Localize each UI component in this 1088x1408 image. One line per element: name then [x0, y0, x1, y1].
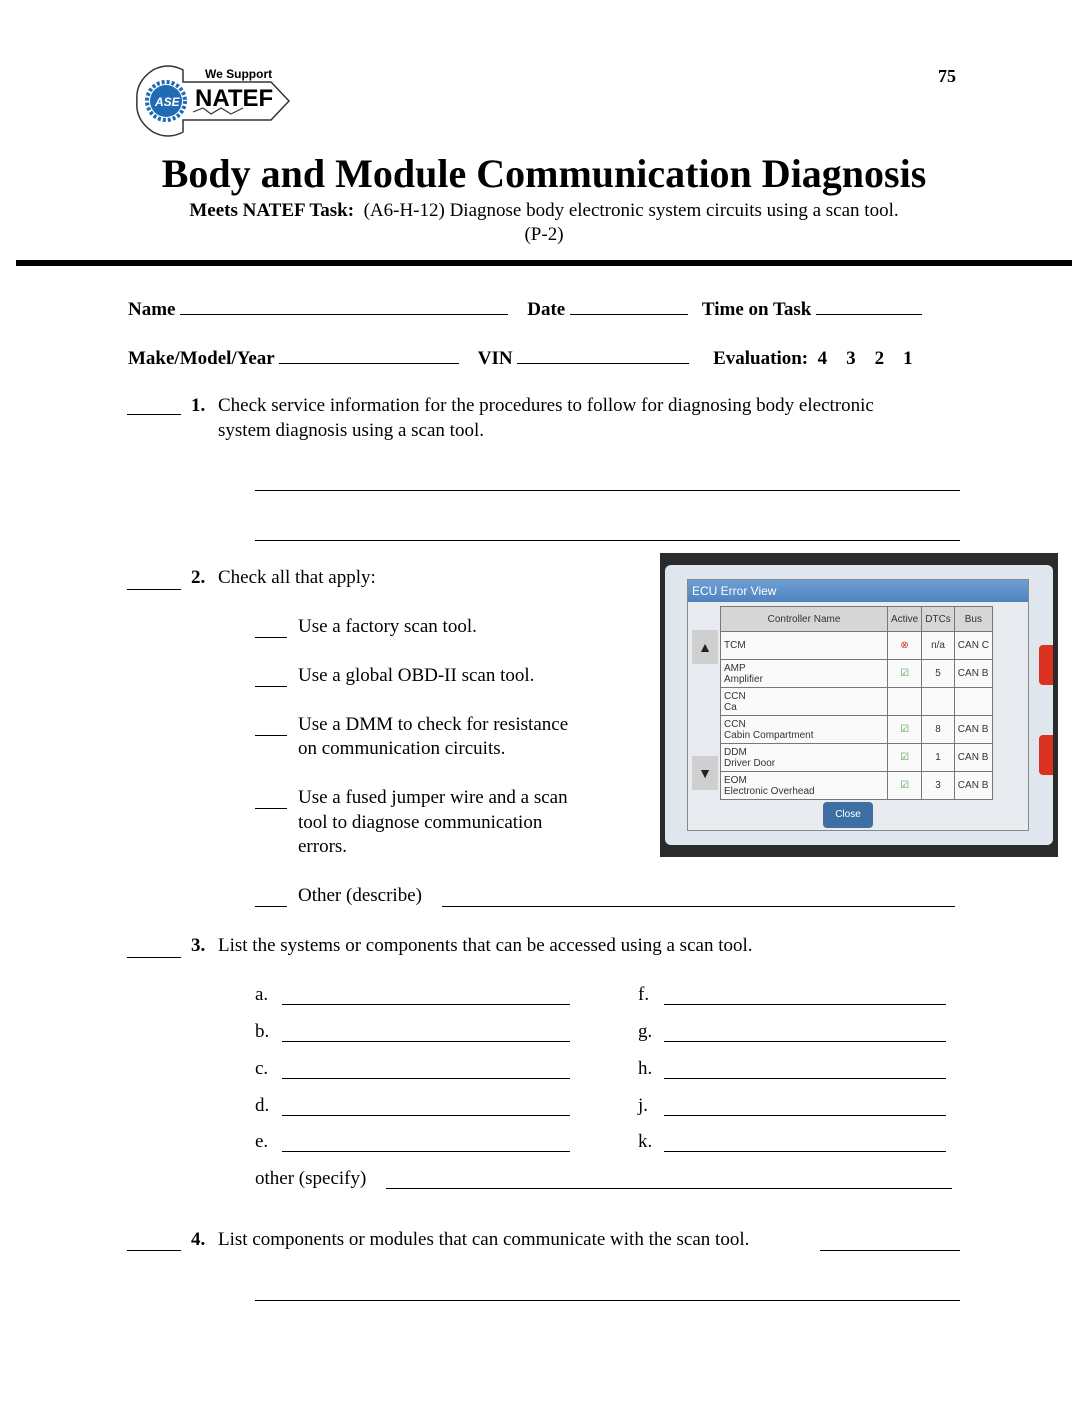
col-dtcs: DTCs [922, 607, 955, 632]
scan-tool-photo [660, 553, 1058, 857]
ecu-row [721, 744, 993, 772]
ecu-row [721, 632, 993, 660]
logo-main-text: NATEF [195, 85, 274, 112]
ecu-bus: CAN B [954, 744, 992, 772]
date-field[interactable] [570, 296, 688, 315]
ecu-row [721, 688, 993, 716]
option-dmm-line2: on communication circuits. [298, 738, 506, 759]
ecu-active-icon: ☑ [888, 660, 922, 688]
ecu-code: TCM [724, 640, 746, 651]
evaluation-label: Evaluation: [713, 348, 809, 369]
ecu-active-icon: ☑ [888, 772, 922, 800]
ecu-controller [721, 660, 888, 688]
option-dmm-line1: Use a DMM to check for resistance [298, 714, 569, 735]
q3-item-label: c. [255, 1058, 269, 1079]
make-model-year-field[interactable] [279, 345, 459, 364]
q3-item-field[interactable] [664, 1004, 946, 1005]
q3-item-field[interactable] [664, 1151, 946, 1152]
logo-top-text: We Support [205, 67, 273, 81]
q3-item-field[interactable] [282, 1004, 570, 1005]
name-label: Name [128, 299, 176, 320]
ecu-dtcs: 3 [922, 772, 955, 800]
q4-answer-line[interactable] [255, 1300, 960, 1301]
score-4[interactable]: 4 [817, 348, 828, 369]
ecu-code: DDM [724, 746, 747, 758]
task-line [0, 199, 1088, 223]
ecu-dtcs [922, 688, 955, 716]
ecu-dtcs: 8 [922, 716, 955, 744]
col-controller: Controller Name [721, 607, 888, 632]
q3-text: List the systems or components that can be accessed using a scan tool. [218, 935, 753, 956]
option-checkbox-dmm[interactable] [255, 735, 287, 736]
natef-logo [133, 60, 293, 142]
scroll-up-icon: ▲ [692, 630, 718, 664]
ecu-controller [721, 716, 888, 744]
q1-number: 1. [191, 395, 206, 416]
ecu-desc: Cabin Compartment [724, 729, 814, 741]
ecu-bus: CAN B [954, 772, 992, 800]
task-text: (A6-H-12) Diagnose body electronic system circuits using a scan tool. [363, 200, 899, 221]
q1-answer-line-1[interactable] [255, 490, 960, 491]
score-3[interactable]: 3 [846, 348, 856, 369]
ecu-bus: CAN B [954, 660, 992, 688]
q3-item-field[interactable] [282, 1151, 570, 1152]
q3-check-blank[interactable] [127, 957, 181, 958]
ecu-desc: Ca [724, 701, 737, 713]
ecu-bus: CAN C [954, 632, 992, 660]
q3-item-field[interactable] [664, 1041, 946, 1042]
vehicle-row [128, 345, 913, 371]
header-divider [16, 260, 1072, 266]
option-checkbox-jumper[interactable] [255, 808, 287, 809]
ecu-table [720, 606, 993, 800]
option-other-field[interactable] [442, 906, 955, 907]
red-side-button [1039, 735, 1053, 775]
option-checkbox-obd[interactable] [255, 686, 287, 687]
q1-answer-line-2[interactable] [255, 540, 960, 541]
ase-badge-text: ASE [155, 95, 180, 109]
ecu-dtcs: 1 [922, 744, 955, 772]
q3-item-field[interactable] [282, 1041, 570, 1042]
ecu-code: CCN [724, 718, 746, 730]
q3-item-label: a. [255, 984, 269, 1005]
q3-item-field[interactable] [282, 1078, 570, 1079]
scan-tool-screen [665, 565, 1053, 845]
ecu-row [721, 716, 993, 744]
ecu-code: CCN [724, 690, 746, 702]
name-row [128, 296, 922, 322]
vin-label: VIN [477, 348, 513, 369]
ecu-active-icon: ⊗ [888, 632, 922, 660]
score-1[interactable]: 1 [903, 348, 913, 369]
ecu-row [721, 772, 993, 800]
close-button: Close [823, 802, 873, 828]
option-jumper-line1: Use a fused jumper wire and a scan [298, 787, 568, 808]
score-2[interactable]: 2 [874, 348, 885, 369]
q3-item-label: k. [638, 1131, 653, 1152]
q3-item-label: g. [638, 1021, 653, 1042]
q3-item-label: f. [638, 984, 650, 1005]
option-checkbox-factory[interactable] [255, 637, 287, 638]
time-on-task-label: Time on Task [701, 299, 812, 320]
q3-other-field[interactable] [386, 1188, 952, 1189]
ecu-row [721, 660, 993, 688]
ecu-code: AMP [724, 662, 746, 674]
ecu-active-icon [888, 688, 922, 716]
task-priority: (P-2) [524, 224, 564, 245]
q4-answer-inline[interactable] [820, 1250, 960, 1251]
dialog-title: ECU Error View [688, 580, 1028, 602]
col-bus: Bus [954, 607, 992, 632]
option-jumper-line3: errors. [298, 836, 348, 857]
date-label: Date [527, 299, 566, 320]
scroll-down-icon: ▼ [692, 756, 718, 790]
red-side-button [1039, 645, 1053, 685]
ecu-dtcs: 5 [922, 660, 955, 688]
ecu-controller [721, 772, 888, 800]
q4-number: 4. [191, 1229, 206, 1250]
ecu-controller [721, 744, 888, 772]
time-on-task-field[interactable] [816, 296, 922, 315]
task-label: Meets NATEF Task: [189, 200, 355, 221]
ecu-desc: Electronic Overhead [724, 785, 815, 797]
page-title: Body and Module Communication Diagnosis [161, 151, 927, 196]
ecu-desc: Amplifier [724, 673, 763, 685]
ecu-code: EOM [724, 774, 747, 786]
option-jumper-line2: tool to diagnose communication [298, 812, 543, 833]
option-factory-scan-tool: Use a factory scan tool. [298, 616, 477, 637]
option-checkbox-other[interactable] [255, 906, 287, 907]
q1-check-blank[interactable] [127, 414, 181, 415]
q3-item-label: h. [638, 1058, 653, 1079]
q3-item-label: j. [638, 1095, 649, 1116]
q3-item-field[interactable] [664, 1078, 946, 1079]
q1-text-line1: Check service information for the procedures to follow for diagnosing body electronic [218, 395, 874, 416]
ecu-error-dialog [687, 579, 1029, 831]
ecu-controller [721, 632, 888, 660]
q3-item-field[interactable] [664, 1115, 946, 1116]
q1-text-line2: system diagnosis using a scan tool. [218, 420, 484, 441]
q4-check-blank[interactable] [127, 1250, 181, 1251]
option-obd-scan-tool: Use a global OBD-II scan tool. [298, 665, 535, 686]
col-active: Active [888, 607, 922, 632]
q3-item-label: e. [255, 1131, 269, 1152]
option-other: Other (describe) [298, 885, 422, 906]
ecu-dtcs: n/a [922, 632, 955, 660]
make-model-year-label: Make/Model/Year [128, 348, 275, 369]
q4-text: List components or modules that can communicate with the scan tool. [218, 1229, 750, 1250]
q2-text: Check all that apply: [218, 567, 376, 588]
ecu-desc: Driver Door [724, 757, 776, 769]
q3-item-label: b. [255, 1021, 270, 1042]
ecu-active-icon: ☑ [888, 744, 922, 772]
vin-field[interactable] [517, 345, 689, 364]
q3-other-label: other (specify) [255, 1168, 367, 1189]
q3-number: 3. [191, 935, 206, 956]
q2-number: 2. [191, 567, 206, 588]
q3-item-field[interactable] [282, 1115, 570, 1116]
ecu-bus: CAN B [954, 716, 992, 744]
page-number: 75 [938, 66, 956, 86]
ecu-active-icon: ☑ [888, 716, 922, 744]
ecu-bus [954, 688, 992, 716]
q2-check-blank[interactable] [127, 589, 181, 590]
q3-item-label: d. [255, 1095, 270, 1116]
name-field[interactable] [180, 296, 508, 315]
ecu-controller [721, 688, 888, 716]
